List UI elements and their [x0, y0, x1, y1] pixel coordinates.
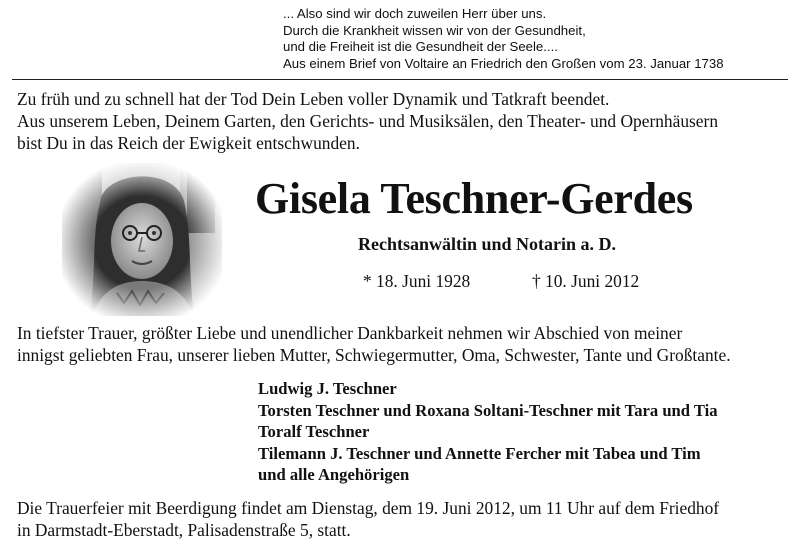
family-member: Torsten Teschner und Roxana Soltani-Teschner mit Tara und Tia: [258, 400, 718, 420]
voltaire-quote: [283, 6, 724, 72]
family-member: Tilemann J. Teschner und Annette Fercher mit Tabea und Tim: [258, 443, 701, 463]
deceased-name: Gisela Teschner-Gerdes: [255, 174, 693, 223]
death-date: † 10. Juni 2012: [532, 271, 640, 291]
intro-line: bist Du in das Reich der Ewigkeit entschwunden.: [17, 133, 360, 153]
family-member: Ludwig J. Teschner: [258, 379, 397, 398]
mourning-line: innigst geliebten Frau, unserer lieben Mutter, Schwiegermutter, Oma, Schwester, Tante und Großtante.: [17, 345, 731, 365]
family-member: und alle Angehörigen: [258, 465, 410, 485]
mourning-line: In tiefster Trauer, größter Liebe und unendlicher Dankbarkeit nehmen wir Abschied von meiner: [17, 323, 683, 343]
divider-line: [12, 79, 788, 80]
portrait-image: [62, 163, 222, 316]
deceased-title: Rechtsanwältin und Notarin a. D.: [358, 234, 617, 254]
funeral-line: Die Trauerfeier mit Beerdigung findet am Dienstag, dem 19. Juni 2012, um 11 Uhr auf dem Friedhof: [17, 498, 720, 518]
family-list: [258, 378, 718, 486]
intro-text: [17, 88, 792, 154]
quote-line: und die Freiheit ist die Gesundheit der Seele....: [283, 39, 558, 54]
portrait-photo: [62, 163, 222, 316]
funeral-line: in Darmstadt-Eberstadt, Palisadenstraße 5, statt.: [17, 520, 351, 540]
intro-line: Aus unserem Leben, Deinem Garten, den Gerichts- und Musiksälen, den Theater- und Opernhäusern: [17, 111, 719, 131]
intro-line: Zu früh und zu schnell hat der Tod Dein Leben voller Dynamik und Tatkraft beendet.: [17, 89, 610, 109]
quote-line: Durch die Krankheit wissen wir von der Gesundheit,: [283, 22, 586, 38]
quote-source: Aus einem Brief von Voltaire an Friedrich den Großen vom 23. Januar 1738: [283, 55, 724, 71]
birth-date: * 18. Juni 1928: [363, 271, 471, 291]
funeral-notice: [17, 497, 792, 541]
family-member: Toralf Teschner: [258, 422, 370, 442]
mourning-text: [17, 322, 792, 366]
quote-line: ... Also sind wir doch zuweilen Herr über uns.: [283, 6, 547, 21]
